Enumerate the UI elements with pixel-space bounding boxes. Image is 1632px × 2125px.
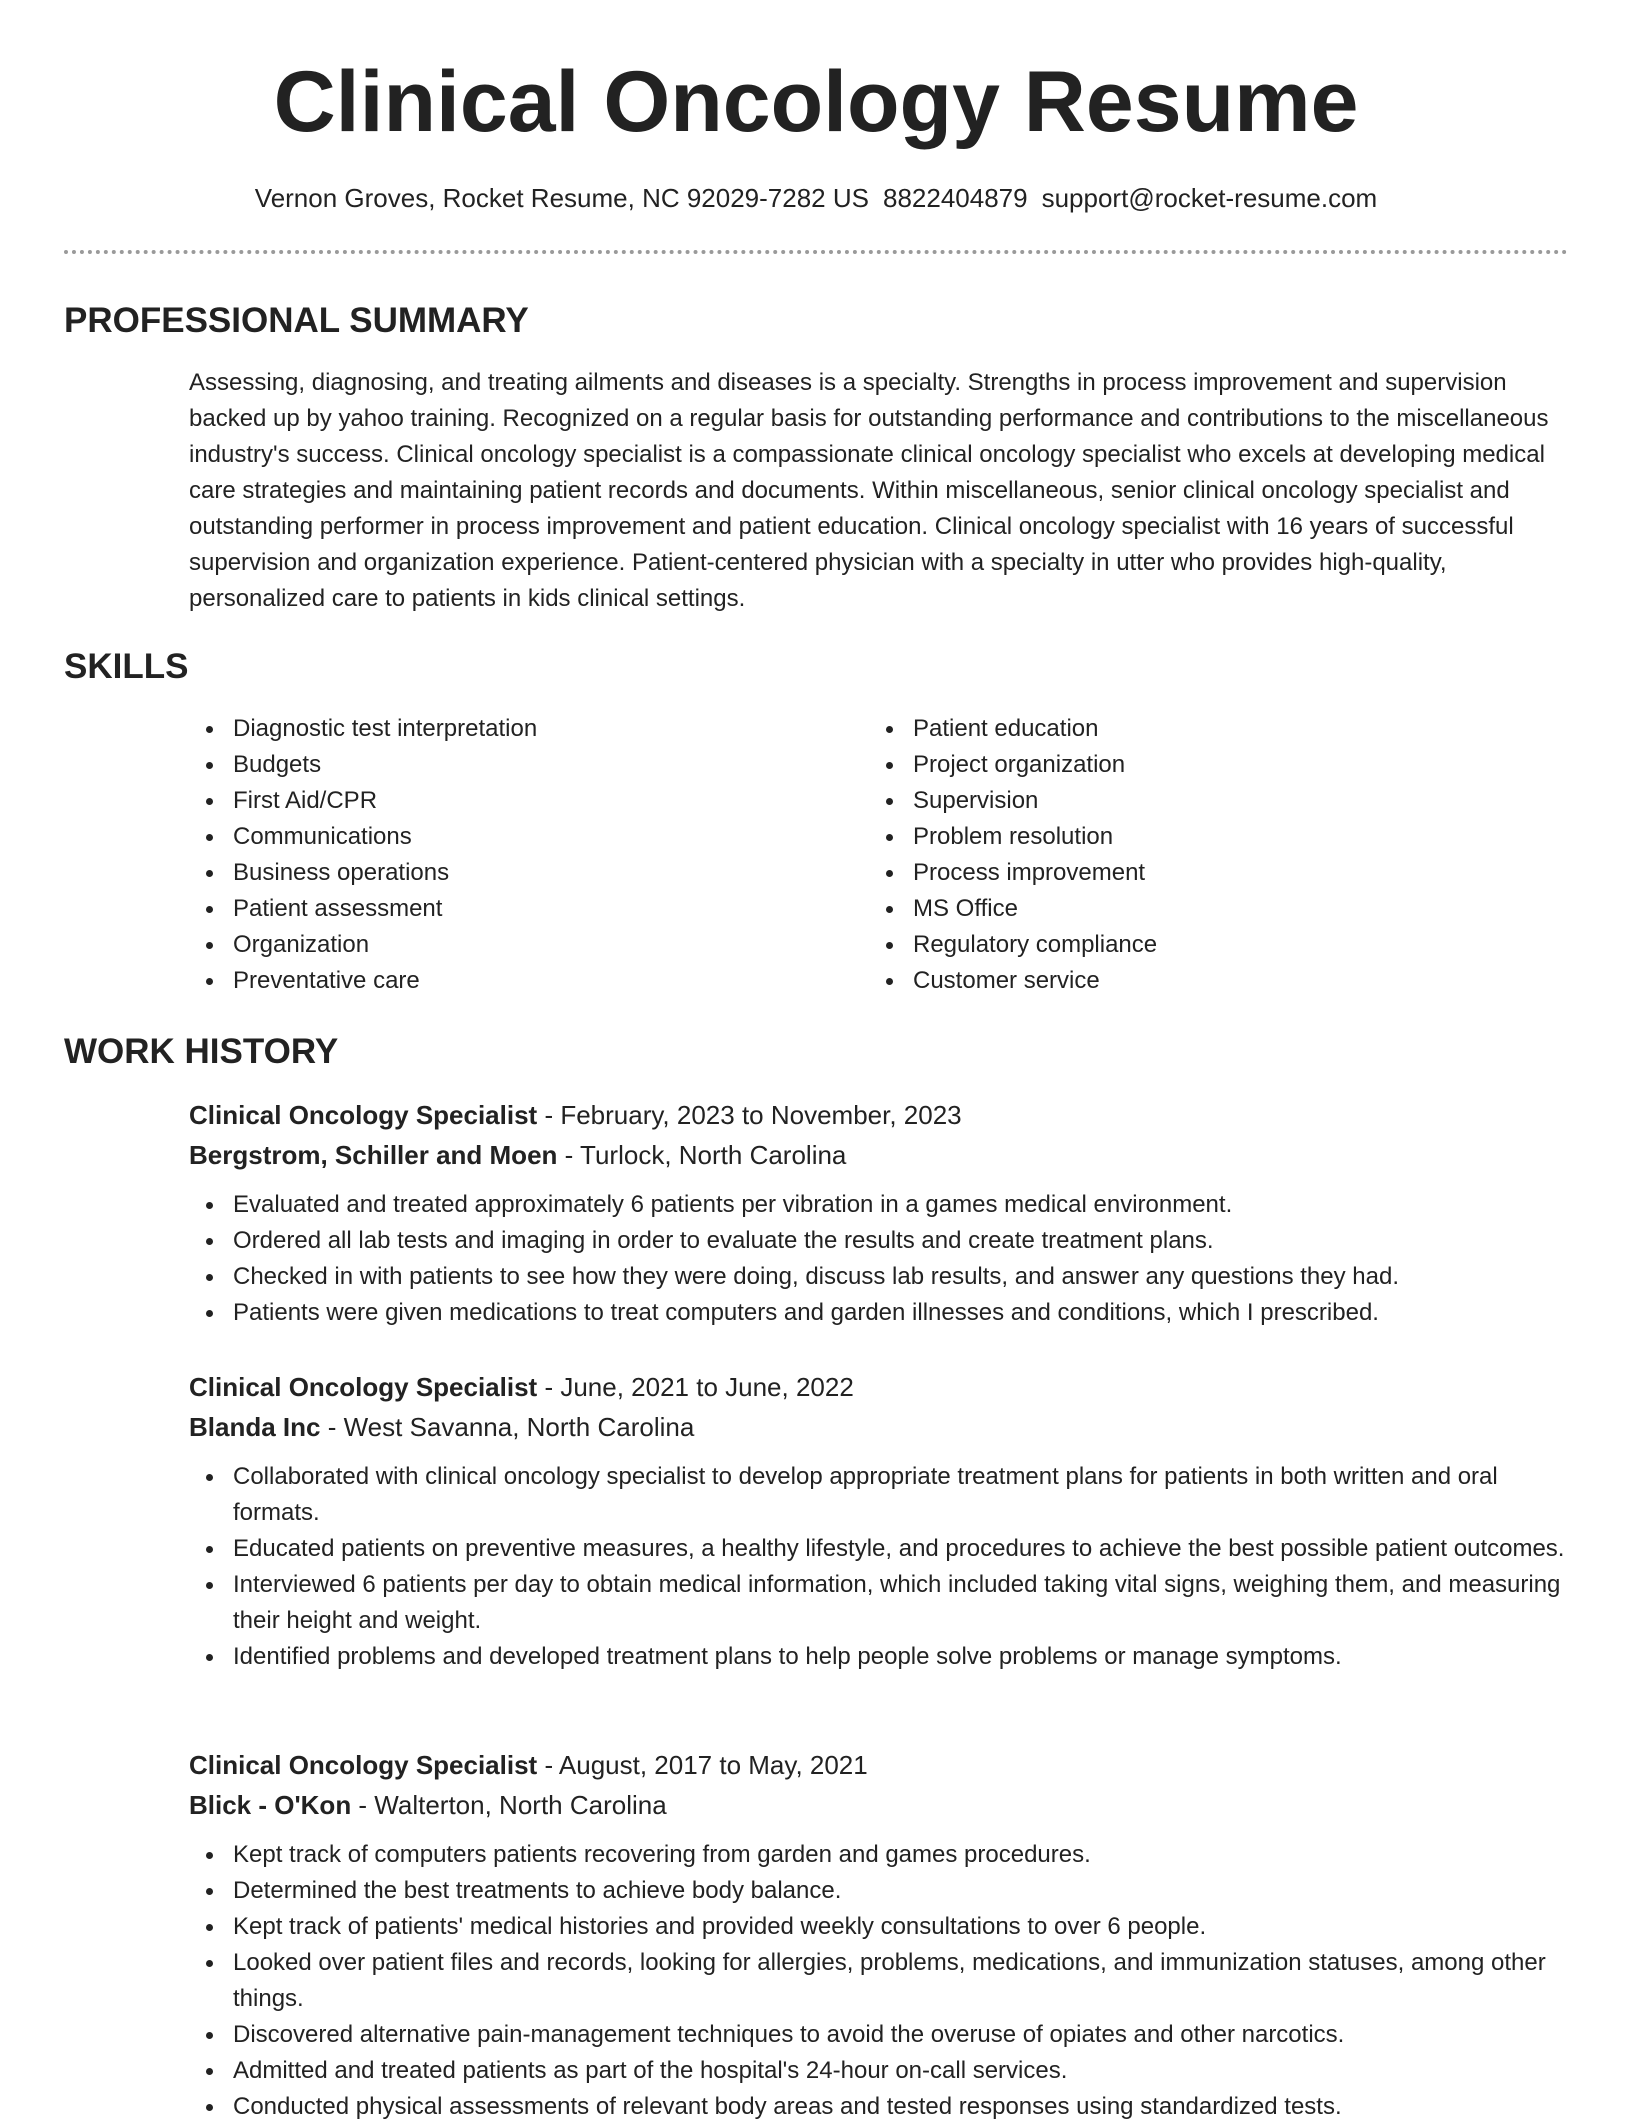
skill-item: Budgets [189,747,869,783]
resume-title: Clinical Oncology Resume [273,54,1359,150]
job-duty: Identified problems and developed treatment plans to help people solve problems or manage symptoms. [189,1639,1569,1675]
skill-item: Process improvement [869,855,1549,891]
job-company: Blick - O'Kon [189,1790,352,1820]
job-duties [189,1837,1569,2125]
job-company-line [189,1785,1569,1825]
header-divider [64,250,1568,254]
job-duty: Evaluated and treated approximately 6 patients per vibration in a games medical environment. [189,1187,1569,1223]
job-title: Clinical Oncology Specialist [189,1372,538,1402]
job-duty: Kept track of computers patients recovering from garden and games procedures. [189,1837,1569,1873]
skill-item: Business operations [189,855,869,891]
job-duty: Conducted physical assessments of relevant body areas and tested responses using standardized tests. [189,2089,1569,2125]
skill-item: Communications [189,819,869,855]
job-duty: Looked over patient files and records, looking for allergies, problems, medications, and immunization statuses, among other things. [189,1945,1569,2017]
job-title-line [189,1745,1569,1785]
job-duty: Interviewed 6 patients per day to obtain medical information, which included taking vital signs, weighing them, and measuring their height and weight. [189,1567,1569,1639]
job-duty: Admitted and treated patients as part of the hospital's 24-hour on-call services. [189,2053,1569,2089]
job-title: Clinical Oncology Specialist [189,1100,538,1130]
skill-item: Patient education [869,711,1549,747]
job-location: - West Savanna, North Carolina [320,1412,695,1442]
job-dates: - August, 2017 to May, 2021 [537,1750,868,1780]
job-title: Clinical Oncology Specialist [189,1750,538,1780]
skill-item: Customer service [869,963,1549,999]
skill-item: First Aid/CPR [189,783,869,819]
job-company-line [189,1407,1569,1447]
job-company: Blanda Inc [189,1412,321,1442]
contact-email: support@rocket-resume.com [1041,183,1378,213]
job-duties [189,1187,1569,1331]
job-duty: Ordered all lab tests and imaging in order to evaluate the results and create treatment plans. [189,1223,1569,1259]
summary-text: Assessing, diagnosing, and treating ailments and diseases is a specialty. Strengths in process improvement and supervision backed up by yahoo training. Recognized on a regular basis for outstanding performance and contributions to the miscellaneous industry's success. Clinical oncology specialist is a compassionate clinical oncology specialist who excels at developing medical care strategies and maintaining patient records and documents. Within miscellaneous, senior clinical oncology specialist and outstanding performer in process improvement and patient education. Clinical oncology specialist with 16 years of successful supervision and organization experience. Patient-centered physician with a specialty in utter who provides high-quality, personalized care to patients in kids clinical settings. [189,369,1549,612]
skill-item: Supervision [869,783,1549,819]
skill-item: Regulatory compliance [869,927,1549,963]
job-duties [189,1459,1569,1675]
skill-item: Project organization [869,747,1549,783]
skill-item: Patient assessment [189,891,869,927]
skill-item: MS Office [869,891,1549,927]
skills-heading: SKILLS [64,647,189,686]
skill-item: Preventative care [189,963,869,999]
contact-address: Vernon Groves, Rocket Resume, NC 92029-7282 US [254,183,869,213]
job-location: - Turlock, North Carolina [557,1140,847,1170]
job-duty: Determined the best treatments to achieve body balance. [189,1873,1569,1909]
job-duty: Checked in with patients to see how they were doing, discuss lab results, and answer any questions they had. [189,1259,1569,1295]
job-duty: Collaborated with clinical oncology specialist to develop appropriate treatment plans for patients in both written and oral formats. [189,1459,1569,1531]
contact-phone: 8822404879 [882,183,1028,213]
job-entry [189,1745,1569,2125]
summary-heading: PROFESSIONAL SUMMARY [64,301,529,340]
job-title-line [189,1095,1569,1135]
job-duty: Kept track of patients' medical histories and provided weekly consultations to over 6 people. [189,1909,1569,1945]
contact-info [0,180,1632,216]
job-duty: Educated patients on preventive measures, a healthy lifestyle, and procedures to achieve the best possible patient outcomes. [189,1531,1569,1567]
job-location: - Walterton, North Carolina [351,1790,667,1820]
work-history-heading: WORK HISTORY [64,1032,339,1071]
job-entry [189,1095,1569,1331]
job-entry [189,1367,1569,1675]
job-dates: - June, 2021 to June, 2022 [537,1372,854,1402]
skill-item: Organization [189,927,869,963]
job-company: Bergstrom, Schiller and Moen [189,1140,558,1170]
skill-item: Problem resolution [869,819,1549,855]
job-title-line [189,1367,1569,1407]
job-dates: - February, 2023 to November, 2023 [537,1100,962,1130]
skills-list [189,711,1569,999]
job-duty: Patients were given medications to treat computers and garden illnesses and conditions, which I prescribed. [189,1295,1569,1331]
skill-item: Diagnostic test interpretation [189,711,869,747]
skills-column-right [869,711,1549,999]
skills-column-left [189,711,869,999]
job-duty: Discovered alternative pain-management techniques to avoid the overuse of opiates and other narcotics. [189,2017,1569,2053]
job-company-line [189,1135,1569,1175]
